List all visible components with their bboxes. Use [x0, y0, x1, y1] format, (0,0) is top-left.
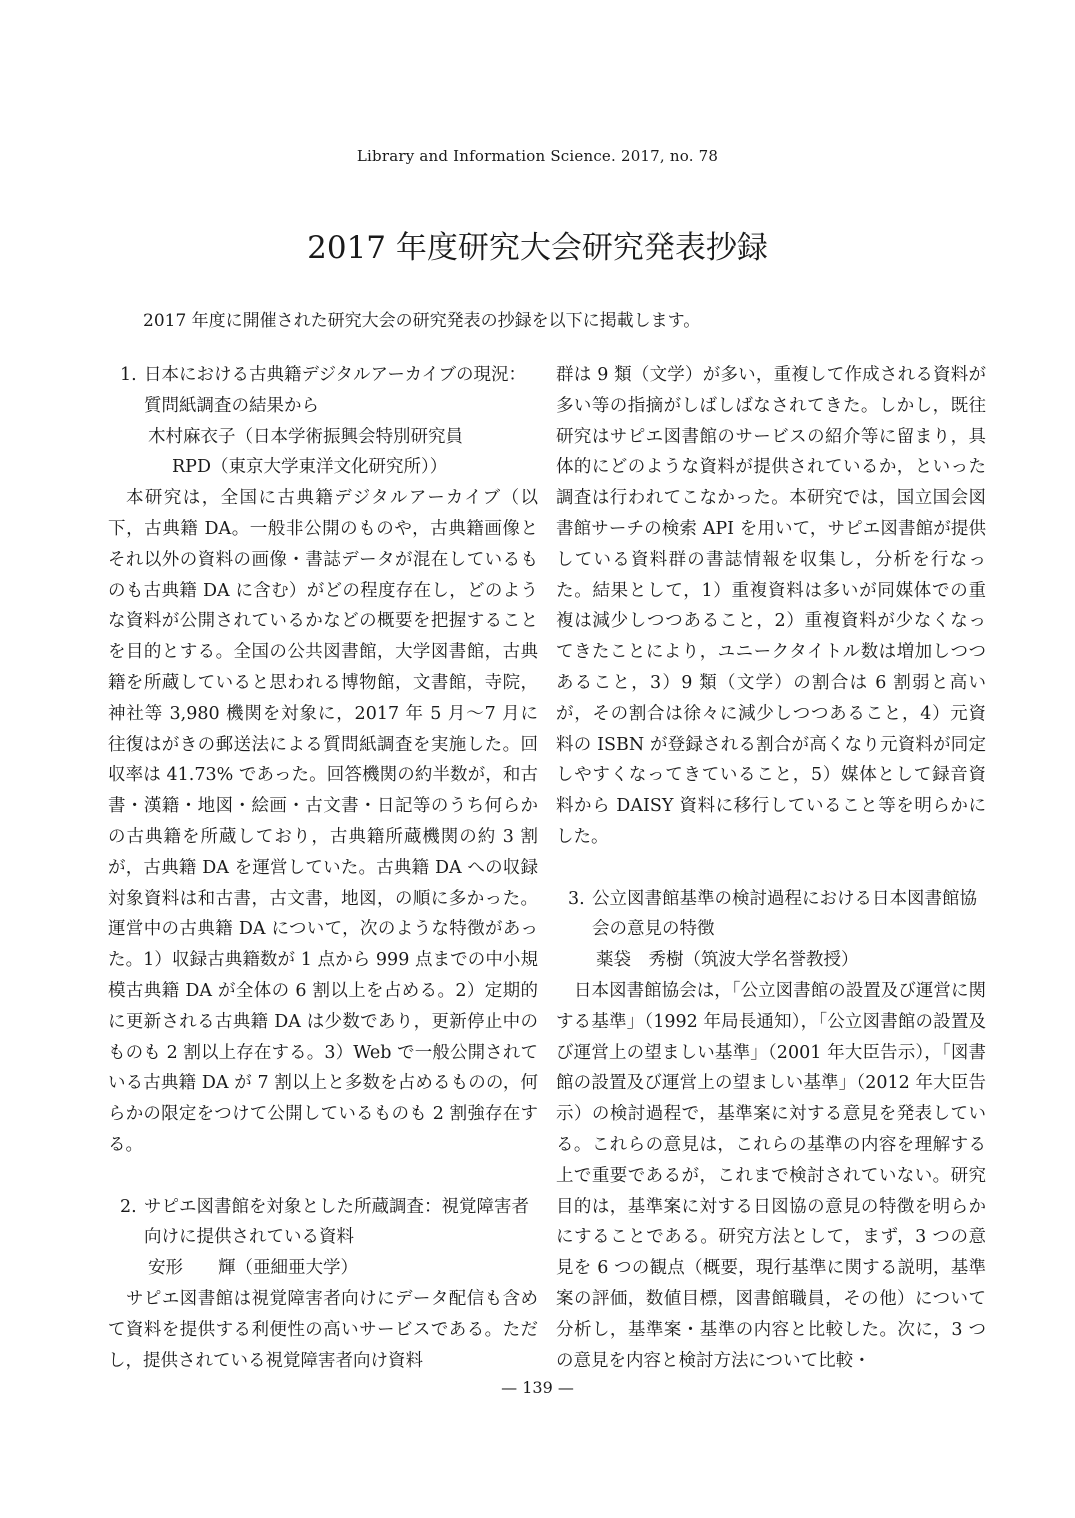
article-heading	[108, 1192, 538, 1254]
article-3	[556, 884, 986, 1377]
article-body-continued: 群は 9 類（文学）が多い，重複して作成される資料が多い等の指摘がしばしばなされてきた。しかし，既往研究はサピエ図書館のサービスの紹介等に留まり，具体的にどのような資料が提供されているか，といった調査は行われてこなかった。本研究では，国立国会図書館サーチの検索 API を用いて，サピエ図書館が提供している資料群の書誌情報を収集し，分析を行なった。結果として，1）重複資料は多いが同媒体での重複は減少しつつあること，2）重複資料が少なくなってきたことにより，ユニークタイトル数は増加しつつあること，3）9 類（文学）の割合は 6 割弱と高いが，その割合は徐々に減少しつつあること，4）元資料の ISBN が登録される割合が高くなり元資料が同定しやすくなってきていること，5）媒体として録音資料から DAISY 資料に移行していること等を明らかにした。	[556, 365, 986, 847]
left-column	[108, 360, 538, 1376]
article-title: 日本における古典籍デジタルアーカイブの現況：質問紙調査の結果から	[144, 365, 527, 416]
author-name: 木村麻衣子（日本学術振興会特別研究員	[148, 426, 463, 447]
article-number: 2.	[120, 1196, 137, 1217]
article-title: サピエ図書館を対象とした所蔵調査：視覚障害者向けに提供されている資料	[144, 1196, 529, 1248]
right-column	[556, 360, 986, 1376]
article-1	[108, 360, 538, 1161]
intro-text: 2017 年度に開催された研究大会の研究発表の抄録を以下に掲載します。	[143, 311, 701, 331]
page-number: — 139 —	[501, 1378, 574, 1397]
article-heading	[108, 360, 538, 422]
article-body: サピエ図書館は視覚障害者向けにデータ配信も含めて資料を提供する利便性の高いサービスである。ただし，提供されている視覚障害者向け資料	[108, 1288, 538, 1371]
article-number: 1.	[120, 365, 137, 385]
article-number: 3.	[568, 888, 585, 909]
running-header: Library and Information Science. 2017, no. 78	[356, 147, 719, 165]
author-affiliation-cont: RPD（東京大学東洋文化研究所））	[172, 457, 448, 478]
article-author: 安形 輝（亜細亜大学）	[148, 1258, 358, 1279]
article-2	[108, 1192, 538, 1377]
article-body: 日本図書館協会は，「公立図書館の設置及び運営に関する基準」（1992 年局長通知），「公立図書館の設置及び運営上の望ましい基準」（2001 年大臣告示），「図書館の設置及び運営上の望ましい基準」（2012 年大臣告示）の検討過程で，基準案に対する意見を発表している。これらの意見は，これらの基準の内容を理解する上で重要であるが，これまで検討されていない。研究目的は，基準案に対する日図協の意見の特徴を明らかにすることである。研究方法として，まず，3 つの意見を 6 つの観点（概要，現行基準に関する説明，基準案の評価，数値目標，図書館職員，その他）について分析し，基準案・基準の内容と比較した。次に，3 つの意見を内容と検討方法について比較・	[556, 980, 986, 1371]
page-title: 2017 年度研究大会研究発表抄録	[307, 230, 768, 266]
article-body: 本研究は，全国に古典籍デジタルアーカイブ（以下，古典籍 DA。一般非公開のものや，古典籍画像とそれ以外の資料の画像・書誌データが混在しているものも古典籍 DA に含む）がどの程度存在し，どのような資料が公開されているかなどの概要を把握することを目的とする。全国の公共図書館，大学図書館，古典籍を所蔵していると思われる博物館，文書館，寺院，神社等 3,980 機関を対象に，2017 年 5 月～7 月に往復はがきの郵送法による質問紙調査を実施した。回収率は 41.73% であった。回答機関の約半数が，和古書・漢籍・地図・絵画・古文書・日記等のうち何らかの古典籍を所蔵しており，古典籍所蔵機関の約 3 割が，古典籍 DA を運営していた。古典籍 DA への収録対象資料は和古書，古文書，地図，の順に多かった。運営中の古典籍 DA について，次のような特徴があった。1）収録古典籍数が 1 点から 999 点までの中小規模古典籍 DA が全体の 6 割以上を占める。2）定期的に更新される古典籍 DA は少数であり，更新停止中のものも 2 割以上存在する。3）Web で一般公開されている古典籍 DA が 7 割以上と多数を占めるものの，何らかの限定をつけて公開しているものも 2 割強存在する。	[108, 488, 538, 1155]
article-author: 薬袋 秀樹（筑波大学名誉教授）	[596, 950, 859, 971]
article-author	[108, 422, 538, 484]
article-heading	[556, 884, 986, 946]
article-title: 公立図書館基準の検討過程における日本図書館協会の意見の特徴	[592, 888, 977, 940]
